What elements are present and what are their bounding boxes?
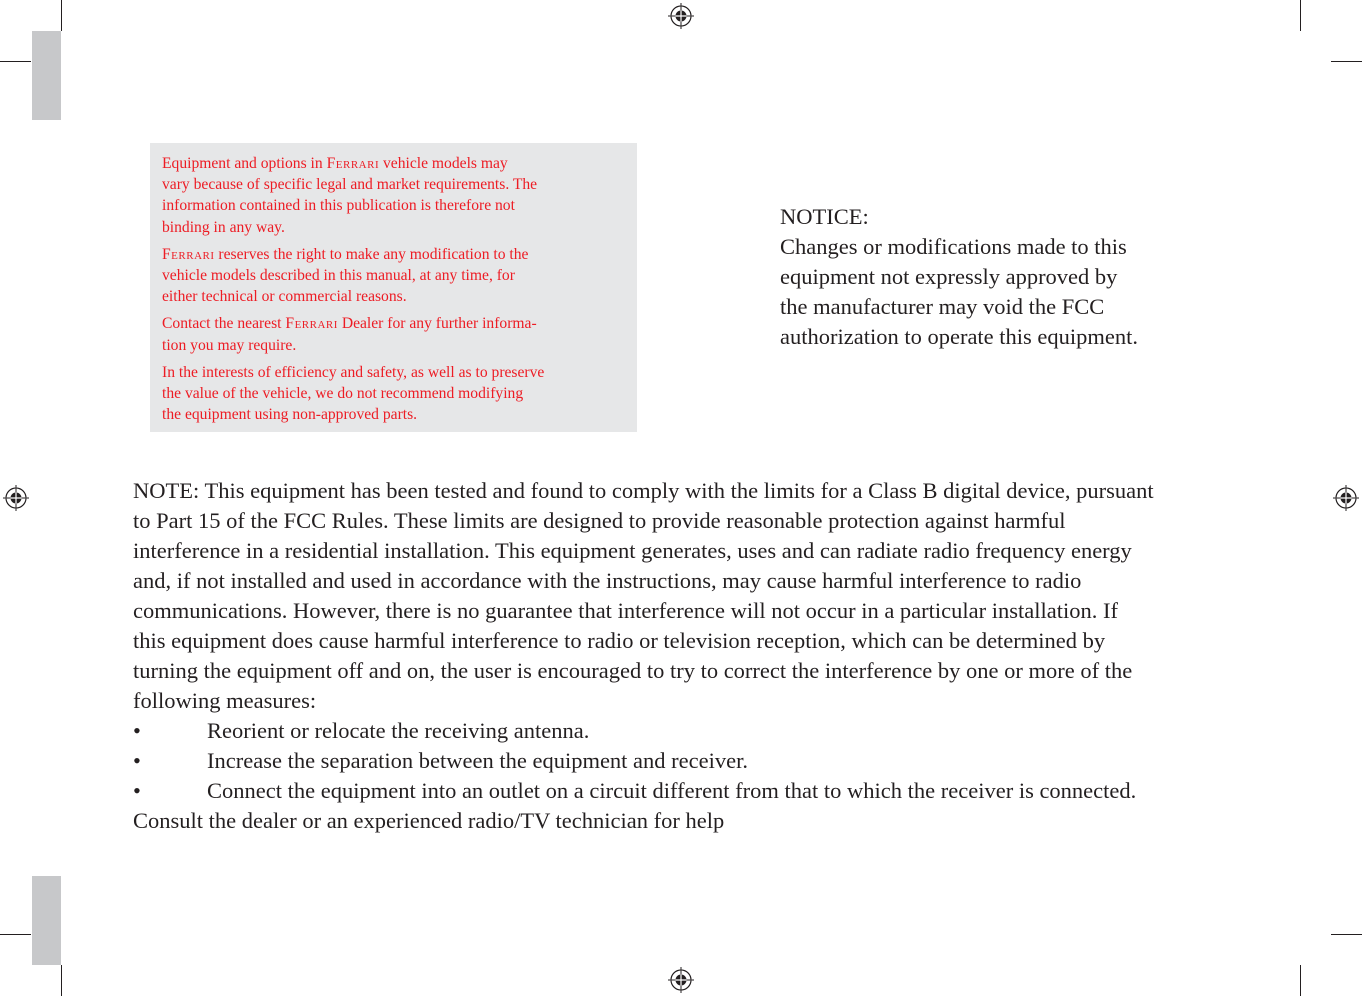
notice-line: authorization to operate this equipment.: [780, 324, 1139, 349]
crop-mark-top-left-v: [61, 0, 62, 31]
bullet-icon: •: [133, 718, 141, 743]
crop-mark-bottom-right-h: [1331, 934, 1362, 935]
crop-mark-bottom-left-h: [0, 934, 31, 935]
disclaimer-p3-pre: Contact the nearest: [162, 315, 286, 333]
disclaimer-p2-line3: either technical or commercial reasons.: [162, 288, 407, 306]
disclaimer-paragraph-2: [162, 244, 627, 308]
fcc-notice: [780, 202, 1260, 352]
disclaimer-p1-line1: vehicle models may: [379, 155, 508, 172]
bullet-text: Increase the separation between the equipment and receiver.: [207, 748, 748, 773]
disclaimer-paragraph-3: [162, 313, 627, 355]
fcc-compliance-note: [133, 476, 1273, 836]
disclaimer-p1-line4: binding in any way.: [162, 218, 285, 236]
fcc-note-line: interference in a residential installation. This equipment generates, uses and can radiate radio frequency energy: [133, 538, 1132, 563]
disclaimer-p4-line3: the equipment using non-approved parts.: [162, 406, 418, 424]
crop-mark-top-right-h: [1331, 61, 1362, 62]
disclaimer-box: [150, 143, 637, 432]
disclaimer-p3-line2: tion you may require.: [162, 336, 297, 354]
crop-mark-top-left-h: [0, 61, 31, 62]
disclaimer-p2-line2: vehicle models described in this manual, at any time, for: [162, 267, 515, 285]
list-item: [133, 746, 1273, 776]
disclaimer-p3-line1: Dealer for any further informa-: [337, 315, 537, 333]
crop-mark-bottom-right-v: [1300, 965, 1301, 996]
gray-tab-bottom: [32, 876, 61, 965]
notice-line: the manufacturer may void the FCC: [780, 294, 1105, 319]
bullet-icon: •: [133, 778, 141, 803]
registration-mark-right-icon: [1333, 485, 1359, 511]
notice-line: Changes or modifications made to this: [780, 234, 1127, 259]
disclaimer-p2-line1: reserves the right to make any modification to the: [214, 245, 529, 263]
gray-tab-top: [32, 31, 61, 120]
fcc-note-line: to Part 15 of the FCC Rules. These limits are designed to provide reasonable protection against harmful: [133, 508, 1066, 533]
disclaimer-p1-line3: information contained in this publication is therefore not: [162, 197, 515, 215]
list-item: [133, 776, 1273, 806]
disclaimer-p4-line2: the value of the vehicle, we do not recommend modifying: [162, 385, 524, 403]
fcc-note-line: turning the equipment off and on, the user is encouraged to try to correct the interference by one or more of the: [133, 658, 1133, 683]
fcc-note-closing: Consult the dealer or an experienced radio/TV technician for help: [133, 808, 725, 833]
bullet-text: Connect the equipment into an outlet on a circuit different from that to which the receiver is connected.: [207, 778, 1137, 803]
notice-heading: NOTICE:: [780, 204, 869, 229]
disclaimer-paragraph-4: [162, 362, 627, 426]
brand-name: Ferrari: [162, 245, 215, 263]
fcc-note-line: following measures:: [133, 688, 317, 713]
fcc-note-line: NOTE: This equipment has been tested and found to comply with the limits for a Class B digital device, pursuant: [133, 478, 1154, 503]
registration-mark-bottom-icon: [668, 967, 694, 993]
fcc-note-line: communications. However, there is no guarantee that interference will not occur in a particular installation. If: [133, 598, 1118, 623]
registration-mark-left-icon: [3, 485, 29, 511]
crop-mark-top-right-v: [1300, 0, 1301, 31]
disclaimer-paragraph-1: [162, 153, 627, 238]
fcc-note-line: and, if not installed and used in accordance with the instructions, may cause harmful interference to radio: [133, 568, 1082, 593]
bullet-icon: •: [133, 748, 141, 773]
brand-name: Ferrari: [326, 155, 380, 172]
crop-mark-bottom-left-v: [61, 965, 62, 996]
bullet-text: Reorient or relocate the receiving antenna.: [207, 718, 590, 743]
notice-line: equipment not expressly approved by: [780, 264, 1118, 289]
fcc-note-line: this equipment does cause harmful interference to radio or television reception, which can be determined by: [133, 628, 1106, 653]
registration-mark-top-icon: [668, 3, 694, 29]
list-item: [133, 716, 1273, 746]
disclaimer-p1-pre: Equipment and options in: [162, 155, 327, 172]
brand-name: Ferrari: [285, 315, 338, 333]
disclaimer-p4-line1: In the interests of efficiency and safety, as well as to preserve: [162, 363, 545, 381]
disclaimer-p1-line2: vary because of specific legal and market requirements. The: [162, 176, 538, 194]
